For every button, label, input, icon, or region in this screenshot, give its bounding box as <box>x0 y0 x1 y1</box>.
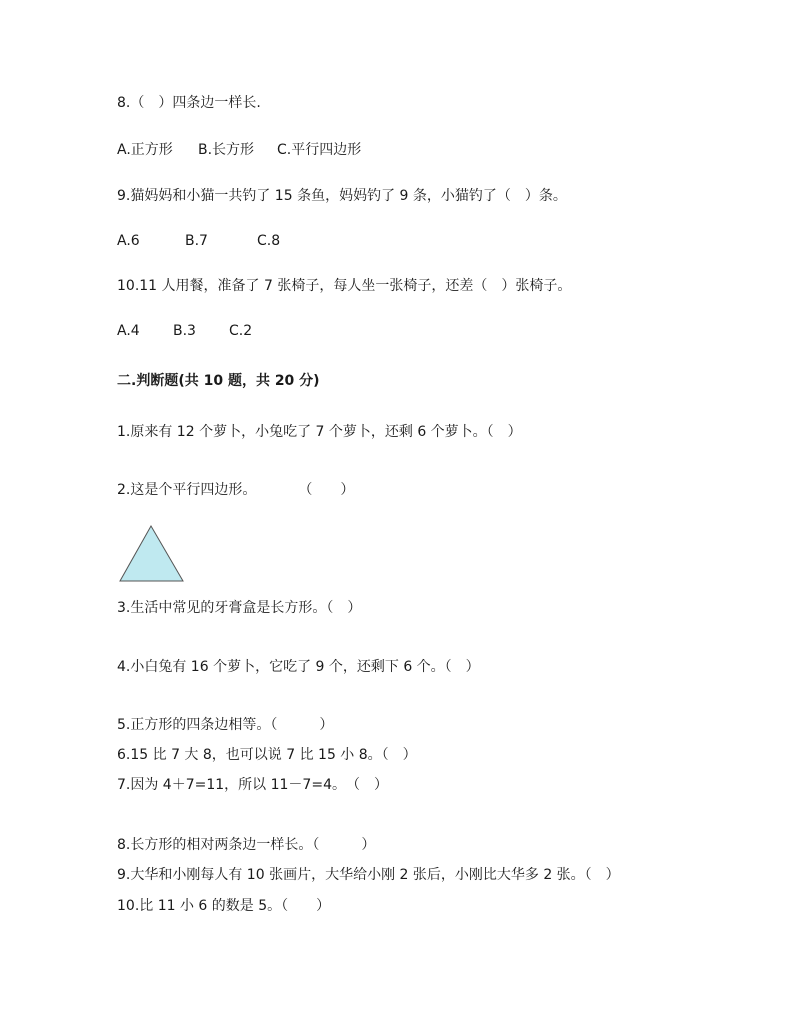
question-10-option-b: B.3 <box>173 323 196 339</box>
judge-item-4: 4.小白兔有 16 个萝卜，它吃了 9 个，还剩下 6 个。（ ） <box>117 659 480 675</box>
question-9-option-a: A.6 <box>117 233 140 249</box>
question-10-option-a: A.4 <box>117 323 140 339</box>
section-2-heading: 二.判断题(共 10 题，共 20 分) <box>117 373 320 389</box>
judge-item-7: 7.因为 4＋7=11，所以 11－7=4。 （ ） <box>117 777 388 793</box>
triangle-figure <box>118 524 186 584</box>
judge-item-9: 9.大华和小刚每人有 10 张画片，大华给小刚 2 张后，小刚比大华多 2 张。（ ） <box>117 867 620 883</box>
judge-item-1: 1.原来有 12 个萝卜，小兔吃了 7 个萝卜，还剩 6 个萝卜。（ ） <box>117 424 522 440</box>
question-10-option-c: C.2 <box>229 323 253 339</box>
judge-item-5: 5.正方形的四条边相等。（ ） <box>117 717 334 733</box>
triangle-shape <box>120 526 183 581</box>
question-9: 9.猫妈妈和小猫一共钓了 15 条鱼，妈妈钓了 9 条，小猫钓了（ ）条。 <box>117 188 567 204</box>
judge-item-3: 3.生活中常见的牙膏盒是长方形。（ ） <box>117 600 362 616</box>
judge-item-8: 8.长方形的相对两条边一样长。（ ） <box>117 837 376 853</box>
question-8-option-a: A.正方形 <box>117 142 173 158</box>
question-9-option-c: C.8 <box>257 233 281 249</box>
question-10: 10.11 人用餐，准备了 7 张椅子，每人坐一张椅子，还差（ ）张椅子。 <box>117 278 572 294</box>
question-9-option-b: B.7 <box>185 233 208 249</box>
judge-item-6: 6.15 比 7 大 8，也可以说 7 比 15 小 8。（ ） <box>117 747 417 763</box>
question-8-option-c: C.平行四边形 <box>277 142 362 158</box>
judge-item-2: 2.这是个平行四边形。 （ ） <box>117 482 355 498</box>
question-8-option-b: B.长方形 <box>198 142 255 158</box>
question-8: 8.（ ）四条边一样长. <box>117 95 261 111</box>
judge-item-10: 10.比 11 小 6 的数是 5。（ ） <box>117 898 331 914</box>
